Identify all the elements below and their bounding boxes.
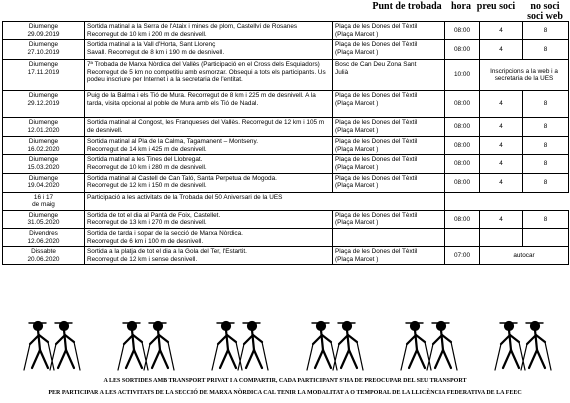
- row-time: 10:00: [445, 60, 480, 91]
- row-description: Puig de la Balma i els Tió de Mura. Recorregut de 8 km i 225 m de desnivell. A la tarda, visita opcional al poble de Mura amb els Tió de Nadal.: [85, 91, 333, 118]
- header-price-member: preu soci: [476, 1, 516, 12]
- schedule-rows: [3, 22, 569, 265]
- row-time: [445, 228, 480, 246]
- row-price-non-member: [523, 228, 569, 246]
- nordic-walkers-icon: [108, 316, 182, 374]
- table-row: [3, 247, 569, 265]
- row-time: 08:00: [445, 118, 480, 137]
- row-meeting-point: Plaça de les Dones del Tèxtil (Plaça Marcet ): [333, 22, 445, 40]
- row-date: Diumenge 31.05.2020: [3, 210, 85, 228]
- table-row: [3, 118, 569, 137]
- row-price-non-member: 8: [523, 210, 569, 228]
- table-row: [3, 137, 569, 155]
- row-note: autocar: [480, 247, 569, 265]
- row-price-member: 4: [480, 91, 523, 118]
- row-meeting-point: Plaça de les Dones del Tèxtil (Plaça Marcet ): [333, 137, 445, 155]
- table-row: [3, 22, 569, 40]
- header-time: hora: [451, 1, 471, 12]
- table-row: [3, 228, 569, 246]
- header-web: soci web: [527, 11, 563, 22]
- row-meeting-point: Plaça de les Dones del Tèxtil (Plaça Marcet ): [333, 210, 445, 228]
- row-date: Diumenge 29.09.2019: [3, 22, 85, 40]
- nordic-walkers-icon: [297, 316, 371, 374]
- row-time: 08:00: [445, 22, 480, 40]
- row-price-non-member: 8: [523, 40, 569, 60]
- row-meeting-point: Plaça de les Dones del Tèxtil (Plaça Marcet ): [333, 118, 445, 137]
- row-date: Diumenge 29.12.2019: [3, 91, 85, 118]
- row-price-non-member: 8: [523, 155, 569, 173]
- row-date: Divendres 12.06.2020: [3, 228, 85, 246]
- row-date: Diumenge 12.01.2020: [3, 118, 85, 137]
- footer-transport-note: A LES SORTIDES AMB TRANSPORT PRIVAT I A COMPARTIR, CADA PARTICIPANT S'HA DE PREOCUPAR DEL SEU TRANSPORT: [103, 378, 467, 384]
- row-price-member: 4: [480, 137, 523, 155]
- walkers-illustration: [14, 316, 559, 374]
- row-description: Sortida de tot el dia al Pantà de Foix, Castellet. Recorregut de 13 km i 270 m de desnivell.: [85, 210, 333, 228]
- header-price-non-member: no soci: [530, 1, 560, 12]
- row-price-non-member: 8: [523, 91, 569, 118]
- row-description: Sortida matinal a les Tines del Llobregat. Recorregut de 10 km i 280 m de desnivell.: [85, 155, 333, 173]
- row-time: 08:00: [445, 137, 480, 155]
- row-price-member: 4: [480, 173, 523, 192]
- row-price-member: 4: [480, 155, 523, 173]
- table-row: [3, 155, 569, 173]
- row-price-non-member: 8: [523, 22, 569, 40]
- nordic-walkers-icon: [391, 316, 465, 374]
- row-meeting-point: Plaça de les Dones del Tèxtil (Plaça Marcet ): [333, 173, 445, 192]
- row-price-member: 4: [480, 40, 523, 60]
- row-description: 7ª Trobada de Marxa Nòrdica del Vallès (Participació en el Cross dels Esquiadors) Recorregut de 5 km no competitiu amb esmorzar. Obsequi a tots els participants. Us podeu inscriure per Internet i a la secretaria de l'entitat.: [85, 60, 333, 91]
- nordic-walkers-icon: [202, 316, 276, 374]
- row-time: 07:00: [445, 247, 480, 265]
- table-row: [3, 192, 569, 210]
- row-time: 08:00: [445, 91, 480, 118]
- nordic-walkers-icon: [14, 316, 88, 374]
- schedule-table: [2, 21, 569, 265]
- row-description: Sortida matinal al Castell de Can Taló, Santa Perpetua de Mogoda. Recorregut de 12 km i 150 m de desnivell.: [85, 173, 333, 192]
- row-date: Diumenge 16.02.2020: [3, 137, 85, 155]
- row-time: 08:00: [445, 155, 480, 173]
- row-description: Sortida matinal al Congost, les Franqueses del Vallès. Recorregut de 12 km i 105 m de desnivell.: [85, 118, 333, 137]
- row-note: Inscripcions a la web i a secretaria de la UES: [480, 60, 569, 91]
- row-date: Diumenge 15.03.2020: [3, 155, 85, 173]
- row-description: Sortida de tarda i sopar de la secció de Marxa Nòrdica. Recorregut de 6 km i 100 m de desnivell.: [85, 228, 333, 246]
- row-description: Participació a les activitats de la Trobada del 50 Aniversari de la UES: [85, 192, 445, 210]
- row-date: Diumenge 19.04.2020: [3, 173, 85, 192]
- table-row: [3, 210, 569, 228]
- row-time: 08:00: [445, 173, 480, 192]
- row-description: Sortida matinal al Pla de la Calma, Tagamanent – Montseny. Recorregut de 14 km i 425 m de desnivell.: [85, 137, 333, 155]
- row-meeting-point: Plaça de les Dones del Tèxtil (Plaça Marcet ): [333, 40, 445, 60]
- row-description: Sortida a la platja de tot el dia a la Gola del Ter, l'Estartit. Recorregut de 12 km i sense desnivell.: [85, 247, 333, 265]
- row-description: Sortida matinal a la Vall d'Horta, Sant Llorenç Savall. Recorregut de 8 km i 190 m de desnivell.: [85, 40, 333, 60]
- table-row: [3, 173, 569, 192]
- row-date: Dissabte 20.06.2020: [3, 247, 85, 265]
- row-meeting-point: Plaça de les Dones del Tèxtil (Plaça Marcet ): [333, 91, 445, 118]
- row-date: Diumenge 17.11.2019: [3, 60, 85, 91]
- row-price-non-member: 8: [523, 173, 569, 192]
- row-price-non-member: 8: [523, 137, 569, 155]
- row-price-non-member: 8: [523, 118, 569, 137]
- row-meeting-point: Bosc de Can Deu Zona Sant Julià: [333, 60, 445, 91]
- nordic-walkers-icon: [485, 316, 559, 374]
- row-price-member: 4: [480, 118, 523, 137]
- header-meeting-point: Punt de trobada: [372, 1, 442, 12]
- table-row: [3, 91, 569, 118]
- footer-license-note: PER PARTICIPAR A LES ACTIVITATS DE LA SECCIÓ DE MARXA NÒRDICA CAL TENIR LA MODALITAT A O TEMPORAL DE LA LLICÈNCIA FEDERATIVA DE LA FEEC: [48, 390, 522, 396]
- row-time: 08:00: [445, 210, 480, 228]
- row-price-member: 4: [480, 210, 523, 228]
- empty-cell: [445, 192, 569, 210]
- row-date: Diumenge 27.10.2019: [3, 40, 85, 60]
- row-meeting-point: Plaça de les Dones del Tèxtil (Plaça Marcet ): [333, 247, 445, 265]
- row-time: 08:00: [445, 40, 480, 60]
- row-price-member: 4: [480, 22, 523, 40]
- table-row: [3, 60, 569, 91]
- row-meeting-point: Plaça de les Dones del Tèxtil (Plaça Marcet ): [333, 155, 445, 173]
- row-description: Sortida matinal a la Serra de l'Ataix i mines de plom, Castellví de Rosanes Recorregut de 10 km i 200 m de desnivell.: [85, 22, 333, 40]
- row-price-member: [480, 228, 523, 246]
- row-date: 16 i 17 de maig: [3, 192, 85, 210]
- table-row: [3, 40, 569, 60]
- row-meeting-point: [333, 228, 445, 246]
